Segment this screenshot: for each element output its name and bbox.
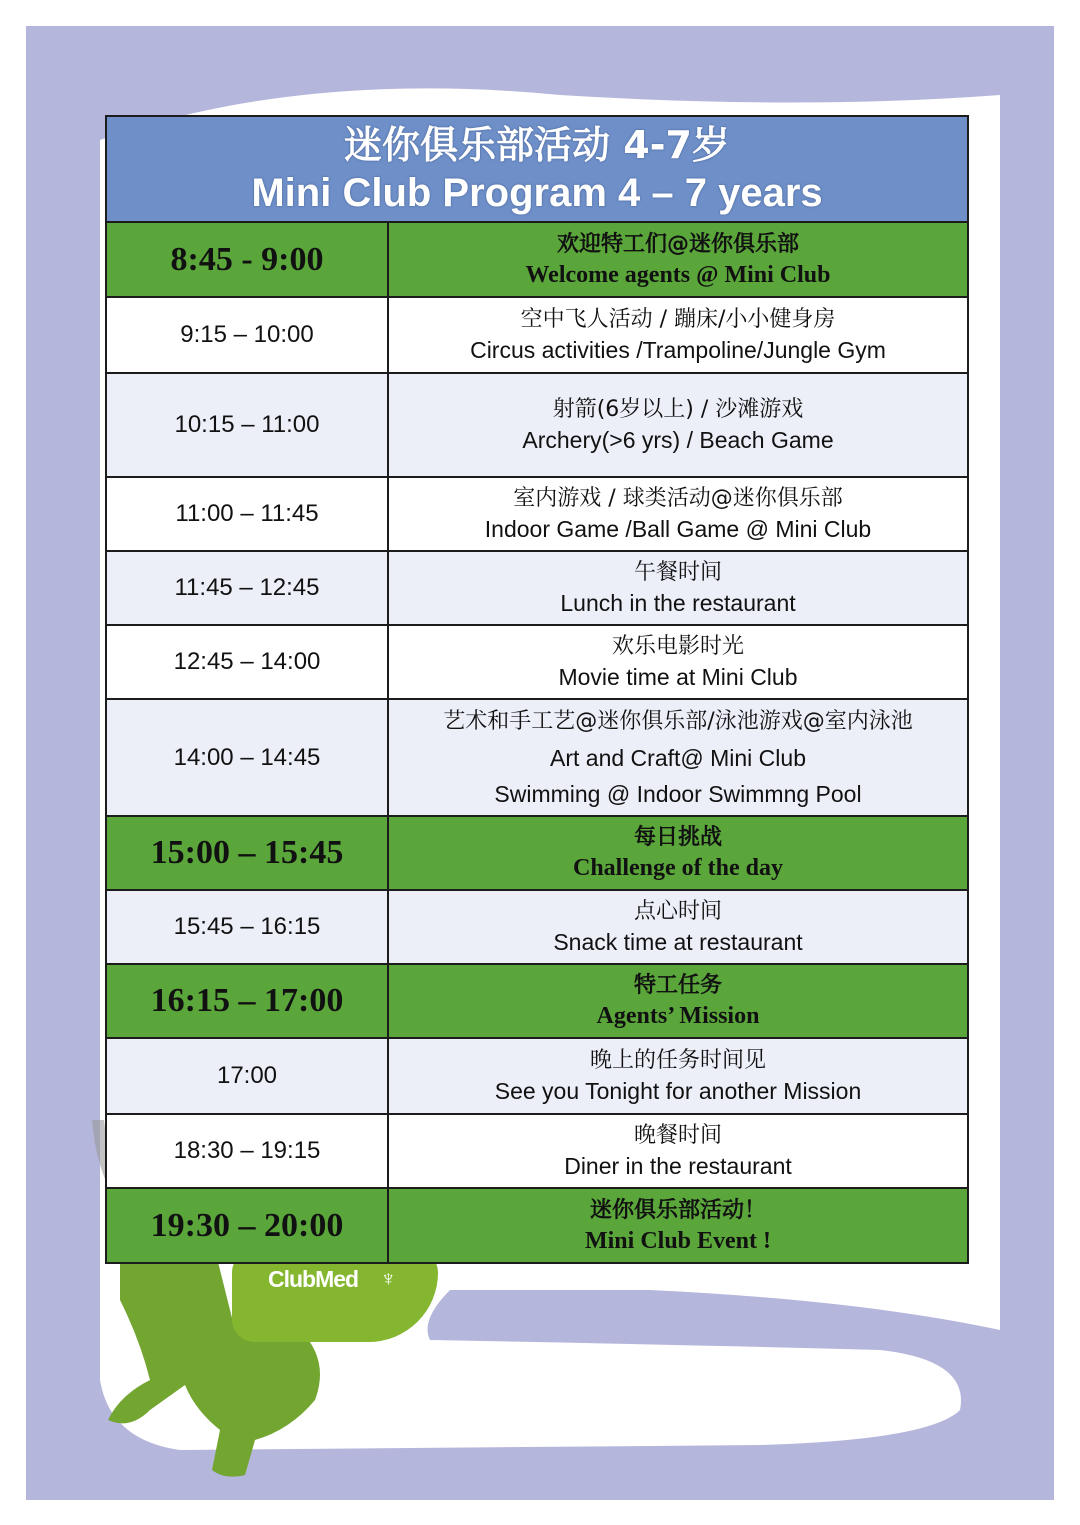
row-activity: [389, 223, 967, 296]
row-activity: [389, 965, 967, 1037]
schedule-table: [105, 115, 969, 1264]
activity-english: Art and Craft@ Mini Club: [550, 744, 806, 771]
schedule-row: [107, 700, 967, 817]
activity-english: Agents’ Mission: [596, 1003, 760, 1029]
activity-chinese: 欢乐电影时光: [611, 634, 744, 659]
title-chinese: 迷你俱乐部活动 4-7岁: [344, 123, 730, 167]
schedule-row: [107, 298, 967, 374]
row-time: 19:30 – 20:00: [107, 1189, 389, 1262]
row-activity: [389, 374, 967, 476]
clubmed-logo-text: ClubMed: [268, 1266, 359, 1292]
row-time: 15:45 – 16:15: [107, 891, 389, 963]
activity-english: Welcome agents @ Mini Club: [525, 261, 831, 288]
schedule-header: [107, 117, 967, 223]
activity-english: Movie time at Mini Club: [558, 664, 798, 690]
activity-chinese: 迷你俱乐部活动！: [589, 1197, 766, 1223]
activity-chinese: 空中飞人活动 / 蹦床/小小健身房: [520, 307, 836, 332]
activity-english-secondary: Swimming @ Indoor Swimmng Pool: [494, 780, 862, 807]
row-time: 14:00 – 14:45: [107, 700, 389, 815]
activity-english: Archery(>6 yrs) / Beach Game: [522, 427, 834, 453]
activity-english: Challenge of the day: [573, 855, 783, 881]
schedule-row: [107, 552, 967, 626]
row-activity: [389, 298, 967, 372]
schedule-row: [107, 1039, 967, 1115]
row-activity: [389, 626, 967, 698]
activity-chinese: 特工任务: [633, 973, 722, 998]
activity-english: See you Tonight for another Mission: [494, 1078, 862, 1104]
schedule-row: [107, 478, 967, 552]
row-time: 18:30 – 19:15: [107, 1115, 389, 1187]
row-time: 15:00 – 15:45: [107, 817, 389, 889]
activity-chinese: 欢迎特工们@迷你俱乐部: [556, 231, 799, 257]
activity-english: Lunch in the restaurant: [560, 590, 796, 616]
row-activity: [389, 1039, 967, 1113]
activity-english: Indoor Game /Ball Game @ Mini Club: [484, 516, 872, 542]
activity-chinese: 晚餐时间: [633, 1123, 722, 1148]
schedule-row: [107, 223, 967, 298]
row-time: 10:15 – 11:00: [107, 374, 389, 476]
activity-chinese: 午餐时间: [633, 560, 722, 585]
row-time: 11:00 – 11:45: [107, 478, 389, 550]
trident-icon: ♆: [380, 1266, 397, 1291]
activity-english: Mini Club Event !: [584, 1227, 772, 1254]
schedule-row: [107, 1189, 967, 1262]
title-english: Mini Club Program 4 – 7 years: [251, 171, 823, 215]
activity-chinese: 艺术和手工艺@迷你俱乐部/泳池游戏@室内泳池: [443, 708, 913, 734]
row-time: 16:15 – 17:00: [107, 965, 389, 1037]
row-activity: [389, 1189, 967, 1262]
row-time: 12:45 – 14:00: [107, 626, 389, 698]
schedule-row: [107, 891, 967, 965]
activity-english: Circus activities /Trampoline/Jungle Gym: [470, 337, 886, 363]
activity-chinese: 晚上的任务时间见: [589, 1048, 766, 1073]
activity-english: Diner in the restaurant: [564, 1153, 792, 1179]
row-time: 9:15 – 10:00: [107, 298, 389, 372]
schedule-row: [107, 965, 967, 1039]
row-activity: [389, 891, 967, 963]
schedule-rows: [107, 223, 967, 1262]
row-activity: [389, 478, 967, 550]
row-activity: [389, 552, 967, 624]
schedule-row: [107, 626, 967, 700]
schedule-row: [107, 1115, 967, 1189]
activity-english: Snack time at restaurant: [553, 929, 803, 955]
activity-chinese: 射箭(6岁以上) / 沙滩游戏: [552, 397, 804, 422]
row-activity: [389, 817, 967, 889]
row-time: 11:45 – 12:45: [107, 552, 389, 624]
row-activity: [389, 700, 967, 815]
row-time: 17:00: [107, 1039, 389, 1113]
schedule-row: [107, 374, 967, 478]
activity-chinese: 每日挑战: [633, 825, 722, 850]
row-time: 8:45 - 9:00: [107, 223, 389, 296]
activity-chinese: 点心时间: [633, 899, 722, 924]
schedule-row: [107, 817, 967, 891]
row-activity: [389, 1115, 967, 1187]
activity-chinese: 室内游戏 / 球类活动@迷你俱乐部: [513, 486, 843, 511]
